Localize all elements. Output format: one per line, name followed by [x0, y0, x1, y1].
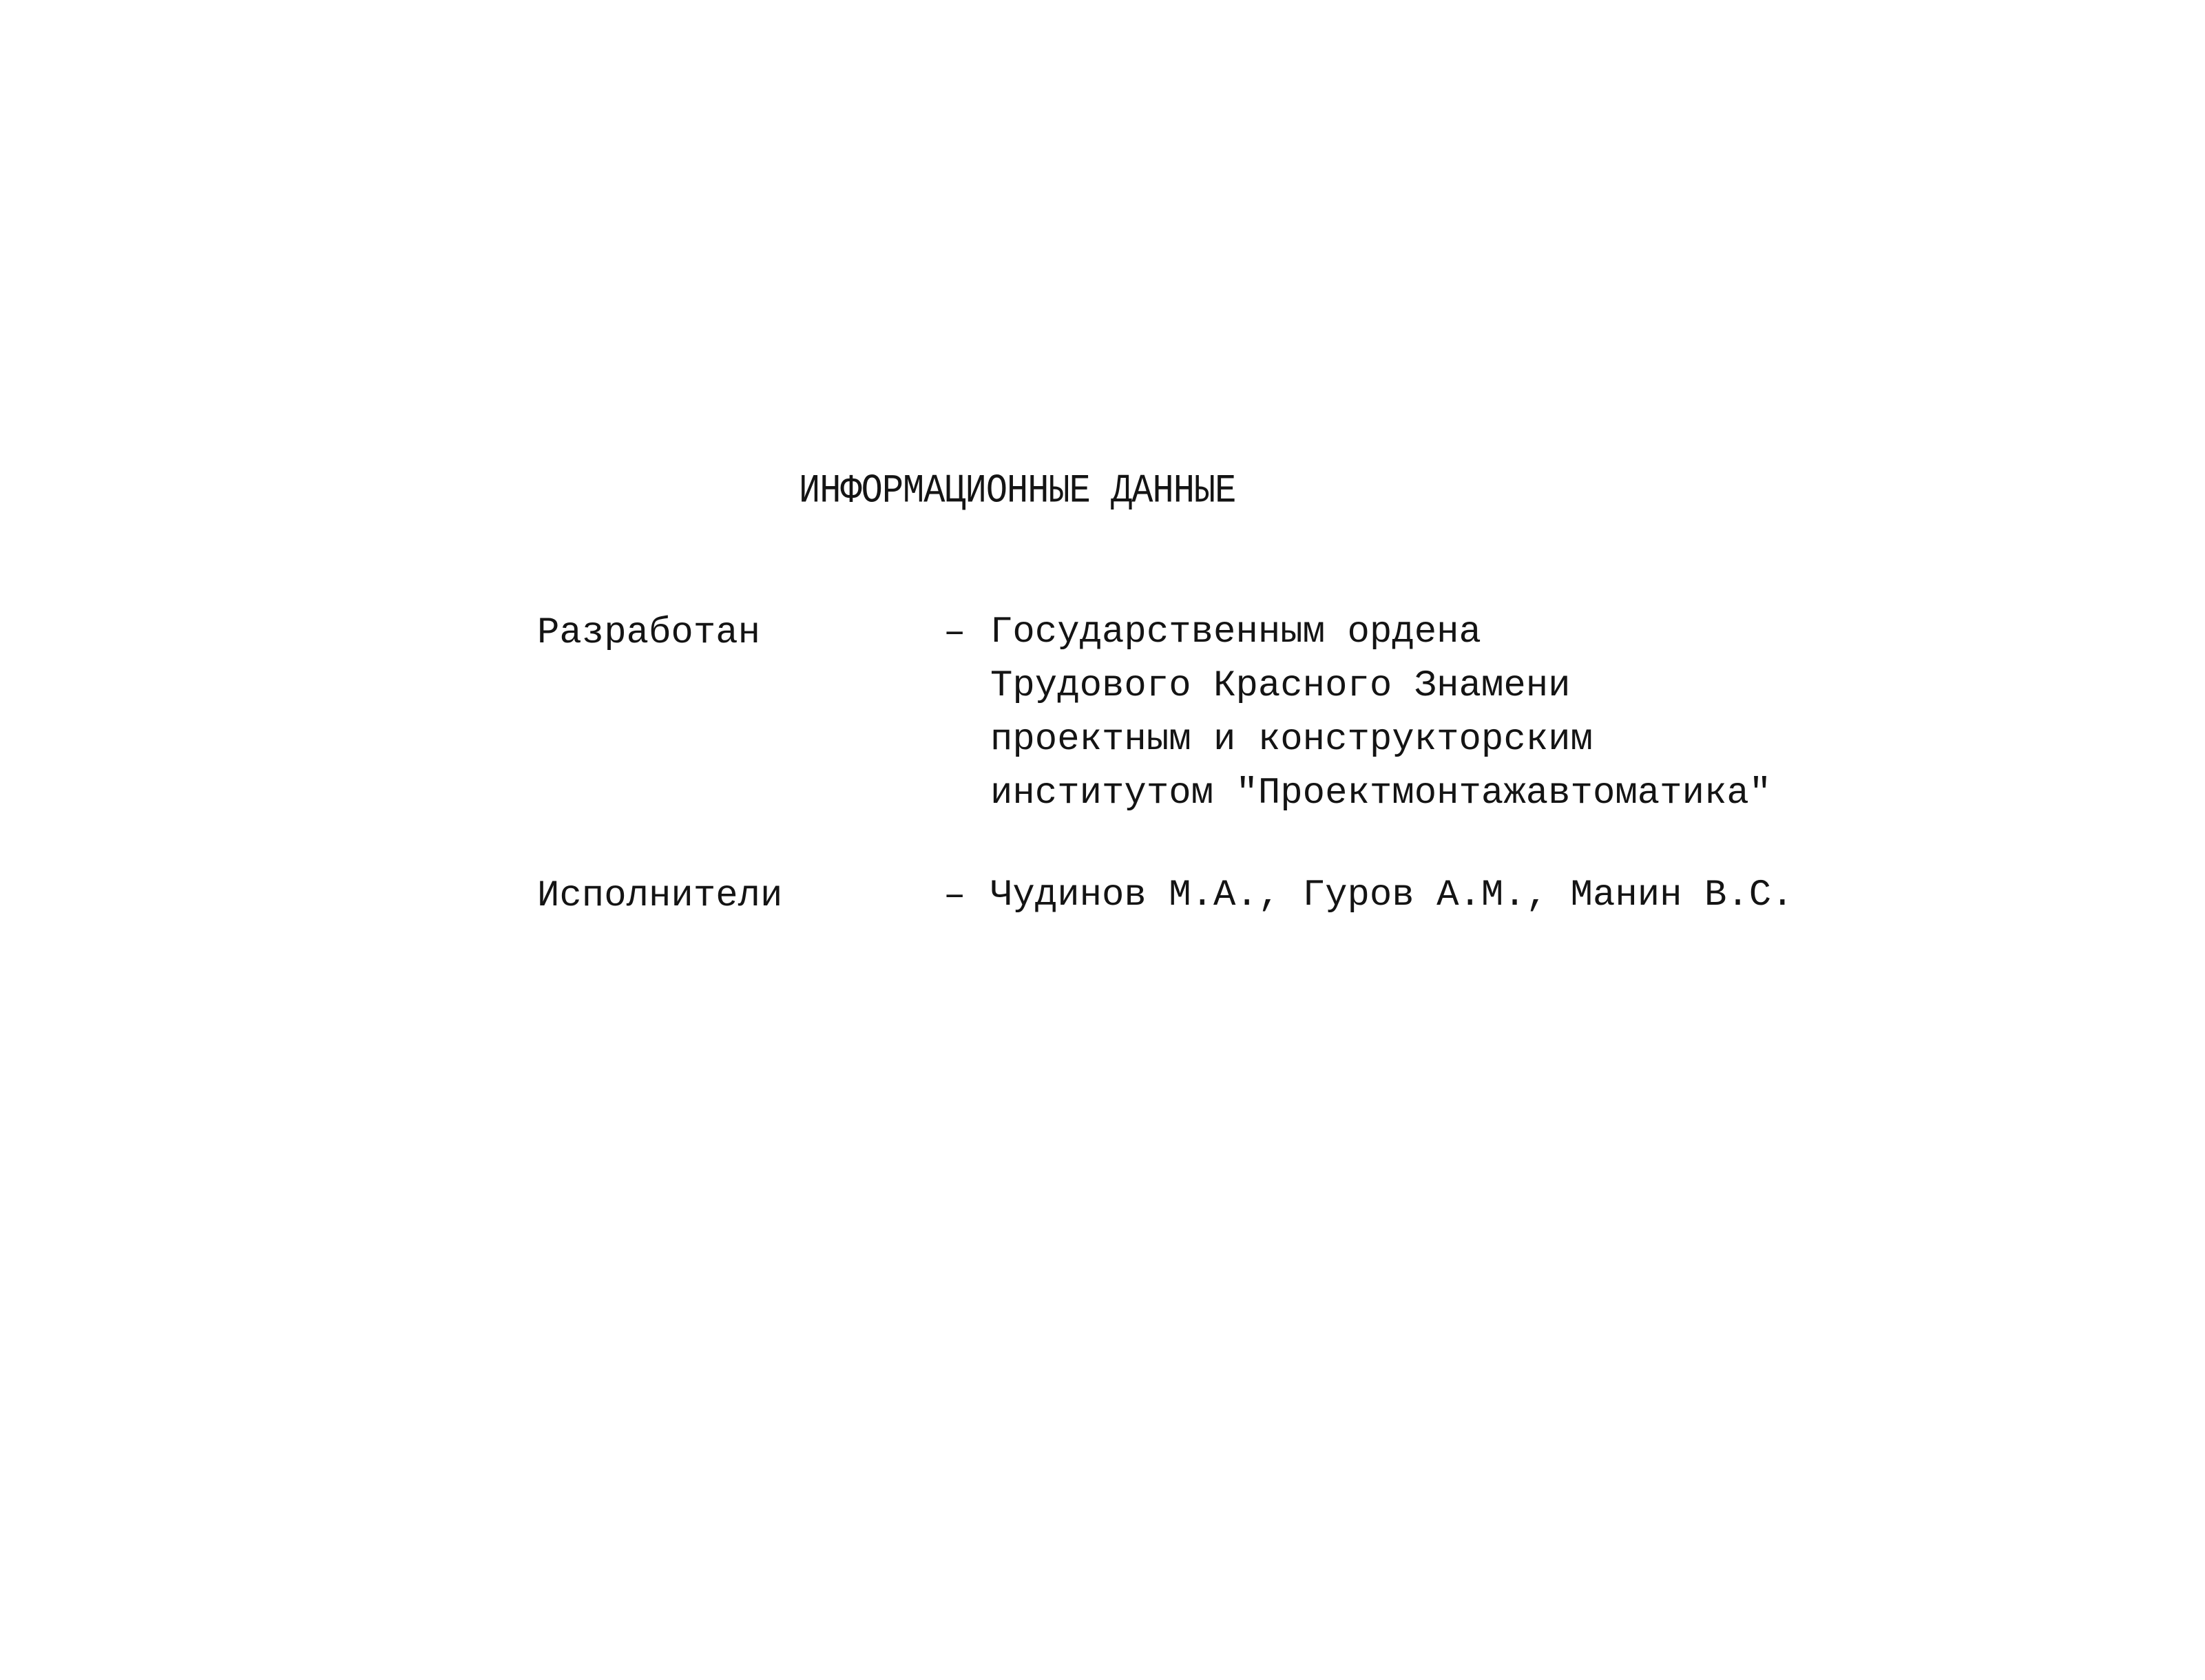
developed-by-dash: –: [943, 612, 966, 654]
developed-by-line: проектным и конструкторским: [990, 719, 1593, 761]
developed-by-line: институтом "Проектмонтажавтоматика": [990, 773, 1772, 815]
executors-value: [990, 869, 1794, 923]
executors-label: Исполнители: [537, 875, 783, 917]
developed-by-label: Разработан: [537, 612, 761, 654]
developed-by-line: Государственным ордена: [990, 611, 1481, 653]
executors-line: Чудинов М.А., Гуров А.М., Манин В.С.: [990, 874, 1794, 916]
developed-by-line: Трудового Красного Знамени: [990, 665, 1571, 707]
page-title: ИНФОРМАЦИОННЫЕ ДАННЫЕ: [799, 468, 1236, 514]
developed-by-value: [990, 606, 1771, 821]
executors-dash: –: [943, 875, 966, 917]
